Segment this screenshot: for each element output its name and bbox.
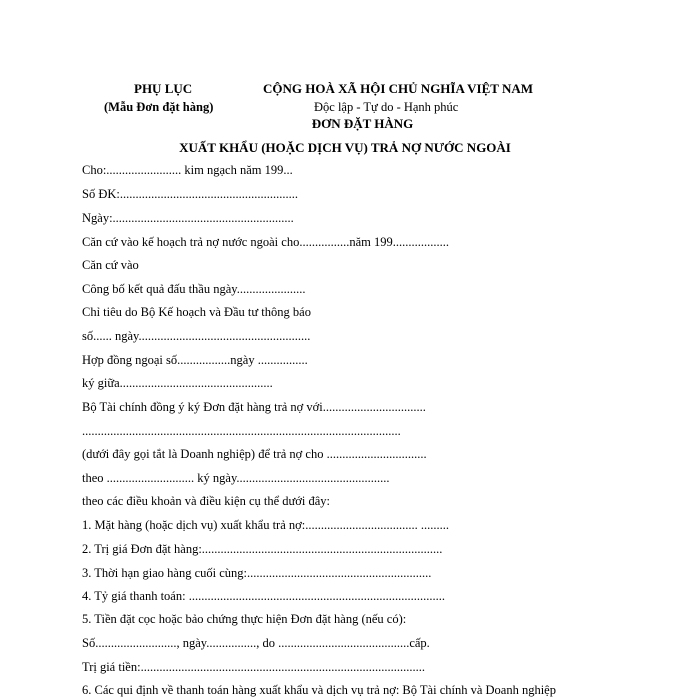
form-item-4-exchange-rate: 4. Tỷ giá thanh toán: .................................................................................. — [82, 589, 445, 603]
form-line-amount: Trị giá tiền:........................................................................................... — [82, 660, 425, 674]
form-line-deposit-number: Số.........................., ngày................, do ..........................................cấp. — [82, 636, 430, 650]
form-line-recipient: Cho:........................ kim ngạch năm 199... — [82, 163, 293, 177]
appendix-title: PHỤ LỤC — [134, 81, 193, 96]
form-line-debt-plan: Căn cứ vào kế hoạch trả nợ nước ngoài cho................năm 199.................. — [82, 235, 449, 249]
form-line-enterprise: (dưới đây gọi tắt là Doanh nghiệp) để trả nợ cho ................................ — [82, 447, 427, 461]
form-line-number-date: số...... ngày....................................................... — [82, 329, 311, 343]
form-line-based-on: Căn cứ vào — [82, 258, 139, 272]
form-line-contract: Hợp đồng ngoại số.................ngày ................ — [82, 353, 308, 367]
form-line-registration-no: Số ĐK:......................................................... — [82, 187, 298, 201]
form-line-ministry-target: Chỉ tiêu do Bộ Kế hoạch và Đầu tư thông báo — [82, 305, 311, 319]
country-name: CỘNG HOÀ XÃ HỘI CHỦ NGHĨA VIỆT NAM — [263, 81, 534, 96]
appendix-subtitle: (Mẫu Đơn đặt hàng) — [104, 100, 214, 114]
form-item-2-order-value: 2. Trị giá Đơn đặt hàng:............................................................................. — [82, 542, 443, 556]
form-line-per-agreement: theo ............................ ký ngày................................................. — [82, 471, 390, 485]
document-subtitle: XUẤT KHẨU (HOẶC DỊCH VỤ) TRẢ NỢ NƯỚC NGOÀI — [179, 140, 511, 155]
form-line-bid-result: Công bố kết quả đấu thầu ngày...................... — [82, 282, 306, 296]
form-line-ministry-agreement: Bộ Tài chính đồng ý ký Đơn đặt hàng trả nợ với................................. — [82, 400, 426, 414]
form-item-3-delivery-deadline: 3. Thời hạn giao hàng cuối cùng:........................................................... — [82, 566, 432, 580]
form-item-1-goods: 1. Mặt hàng (hoặc dịch vụ) xuất khẩu trả nợ:.................................... ......... — [82, 518, 449, 532]
form-line-date: Ngày:.......................................................... — [82, 211, 294, 225]
document-title: ĐƠN ĐẶT HÀNG — [311, 116, 414, 131]
form-line-blank: ...................................................................................................... — [82, 424, 401, 438]
national-motto: Độc lập - Tự do - Hạnh phúc — [314, 100, 459, 114]
form-line-terms-intro: theo các điều khoản và điều kiện cụ thể dưới đây: — [82, 494, 331, 508]
form-item-6-payment-rules: 6. Các qui định về thanh toán hàng xuất khẩu và dịch vụ trả nợ: Bộ Tài chính và Doanh nghiệp — [82, 683, 556, 697]
form-line-signed-between: ký giữa................................................. — [82, 376, 273, 390]
form-item-5-deposit: 5. Tiền đặt cọc hoặc bảo chứng thực hiện Đơn đặt hàng (nếu có): — [82, 612, 407, 626]
